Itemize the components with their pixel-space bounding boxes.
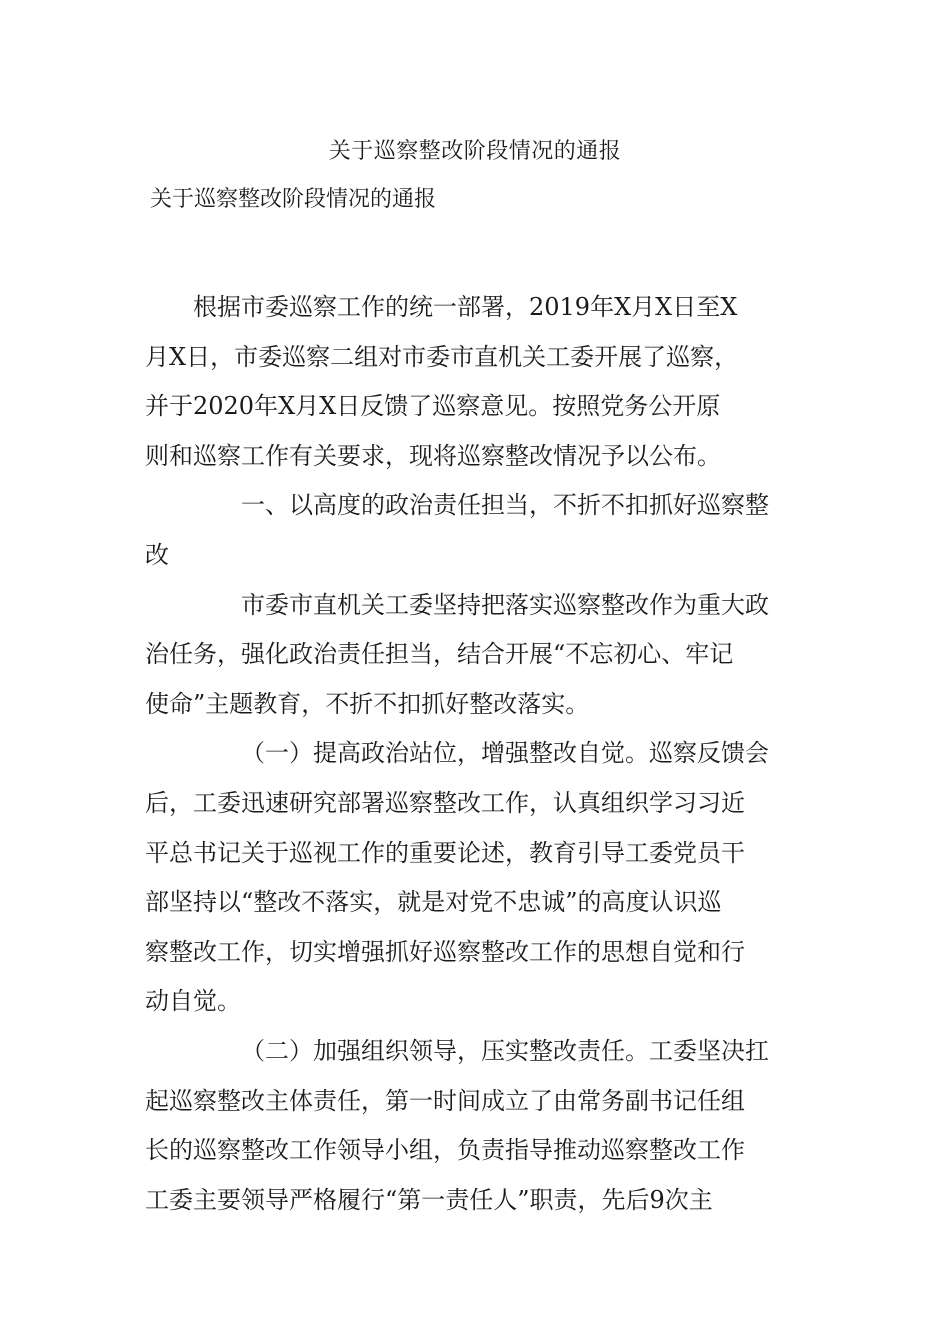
document-title: 关于巡察整改阶段情况的通报 (328, 139, 622, 164)
paragraph-item-1: （一）提高政治站位，增强整改自觉。巡察反馈会 后，工委迅速研究部署巡察整改工作，认真组织学习习近 平总书记关于巡视工作的重要论述，教育引导工委党员干 部坚持以“整改不落实，就是对党不忠诚”的高度认识巡 察整改工作，切实增强抓好巡察整改工作的思想自觉和行 动自觉。 (145, 739, 769, 1016)
paragraph-item-2: （二）加强组织领导，压实整改责任。工委坚决扛 起巡察整改主体责任，第一时间成立了由常务副书记任组 长的巡察整改工作领导小组，负责指导推动巡察整改工作 工委主要领导严格履行“第一责任人”职责，先后9次主 (145, 1036, 769, 1214)
document-body (145, 283, 807, 1225)
paragraph-section-1: 市委市直机关工委坚持把落实巡察整改作为重大政 治任务，强化政治责任担当，结合开展“不忘初心、牢记 使命”主题教育，不折不扣抓好整改落实。 (145, 590, 769, 718)
document-subtitle: 关于巡察整改阶段情况的通报 (150, 187, 437, 212)
section-heading-1: 一、以高度的政治责任担当，不折不扣抓好巡察整 改 (145, 491, 769, 569)
paragraph-intro: 根据市委巡察工作的统一部署，2019年X月X日至X 月X日，市委巡察二组对市委市直机关工委开展了巡察， 并于2020年X月X日反馈了巡察意见。按照党务公开原 则和巡察工作有关要求，现将巡察整改情况予以公布。 (145, 293, 739, 470)
